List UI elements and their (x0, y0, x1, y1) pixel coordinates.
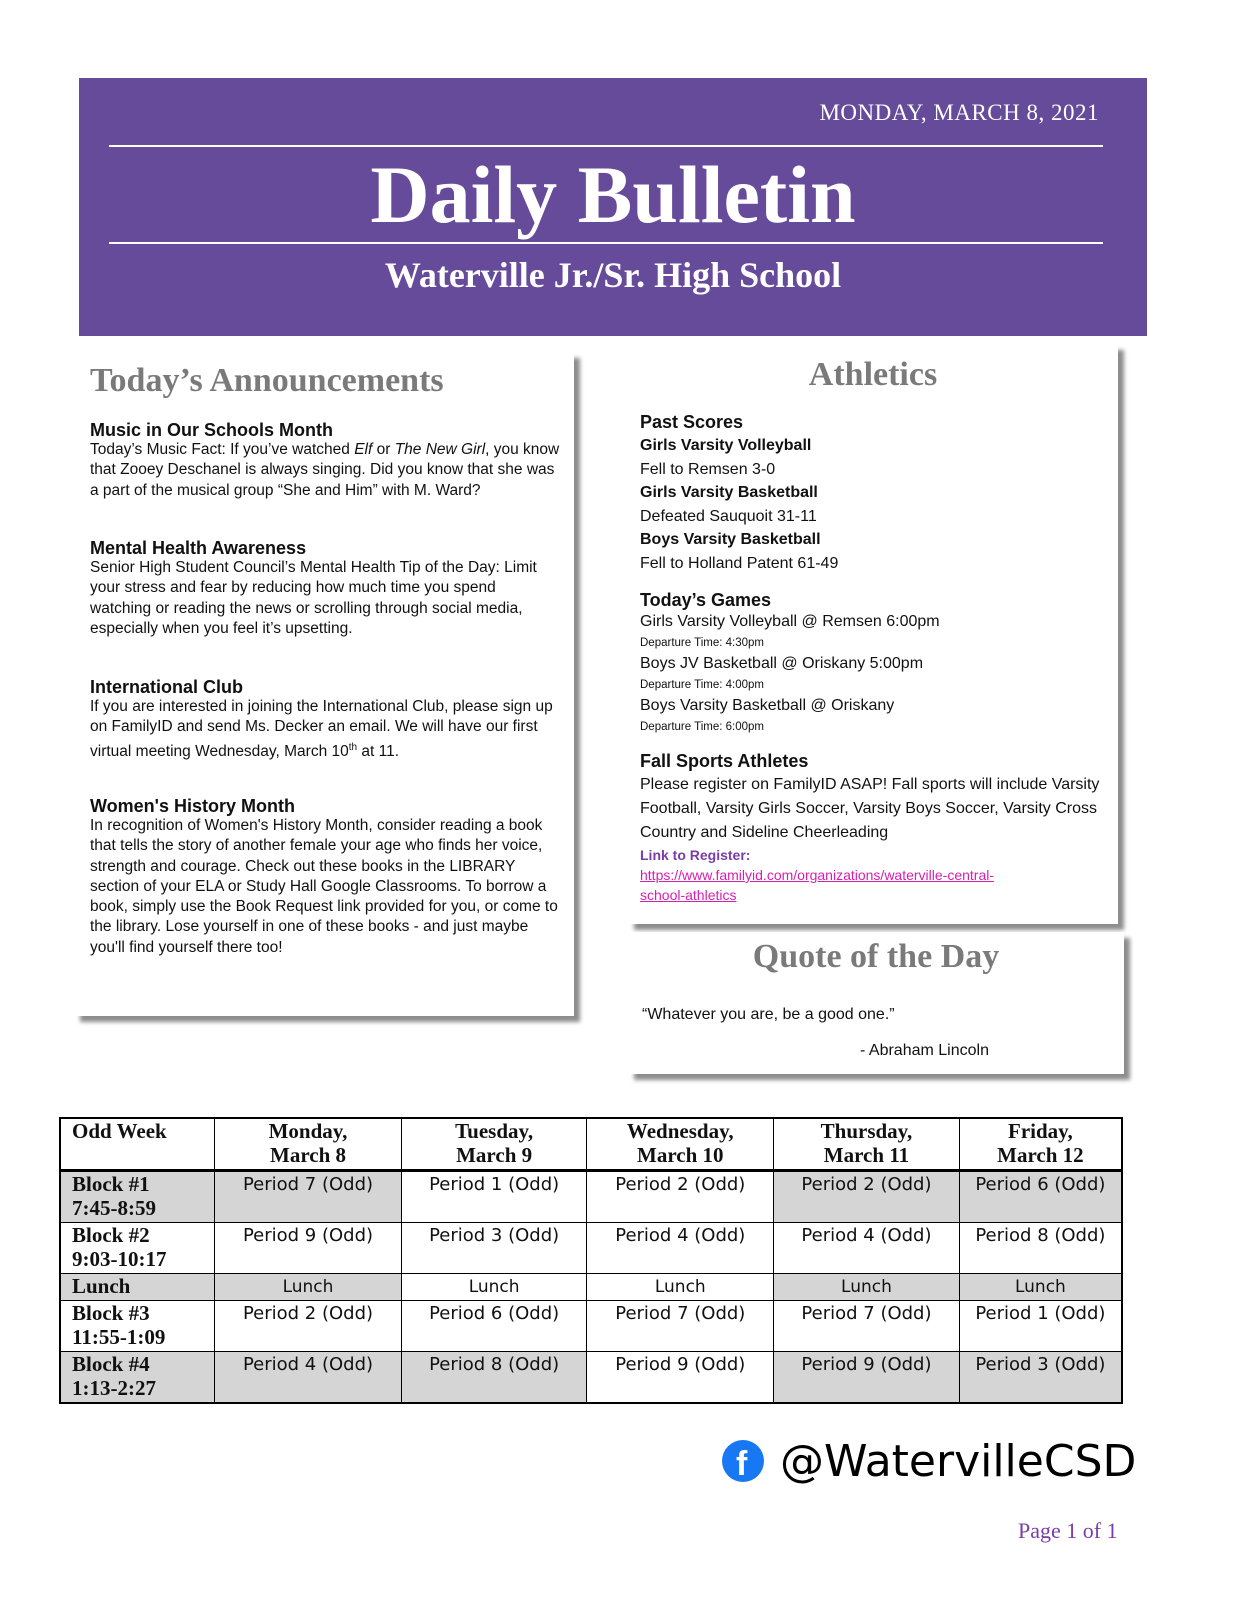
schedule-cell: Period 8 (Odd) (959, 1223, 1122, 1274)
departure-time: Departure Time: 4:30pm (640, 637, 765, 649)
schedule-cell: Period 7 (Odd) (587, 1301, 774, 1352)
register-link[interactable]: https://www.familyid.com/organizations/waterville-central- school-athletics (640, 867, 995, 903)
schedule-cell: Period 2 (Odd) (587, 1171, 774, 1223)
table-row (60, 1301, 1122, 1352)
announcement-heading: International Club (90, 677, 243, 697)
quote-panel (628, 932, 1124, 1074)
departure-time: Departure Time: 6:00pm (640, 721, 765, 733)
announcement-mental-health (90, 538, 560, 639)
quote-author: - Abraham Lincoln (860, 1042, 989, 1059)
table-row (60, 1274, 1122, 1301)
schedule-cell: Period 2 (Odd) (774, 1171, 960, 1223)
schedule-cell: Period 4 (Odd) (587, 1223, 774, 1274)
score-result: Defeated Sauquoit 31-11 (640, 507, 817, 525)
school-name: Waterville Jr./Sr. High School (384, 255, 842, 295)
fall-sports-text: Please register on FamilyID ASAP! Fall sports will include Varsity Football, Varsity Girls Soccer, Varsity Boys Soccer, Varsity Cross Country and Sideline Cheerleading (640, 776, 1100, 841)
departure-time: Departure Time: 4:00pm (640, 679, 765, 691)
table-row (60, 1223, 1122, 1274)
day-header: Wednesday, March 10 (587, 1118, 774, 1171)
bulletin-date: MONDAY, MARCH 8, 2021 (819, 100, 1099, 125)
past-scores-heading: Past Scores (640, 412, 744, 432)
announcement-text: Today’s Music Fact: If you’ve watched Elf or The New Girl, you know that Zooey Deschanel is always singing. Did you know that she was a part of the musical group “She and Him” with M. Ward? (90, 441, 560, 499)
table-row (60, 1352, 1122, 1404)
page-number: Page 1 of 1 (1018, 1518, 1118, 1543)
announcement-music (90, 420, 560, 501)
fall-sports-section (640, 749, 1110, 905)
header-rule-bottom (109, 242, 1103, 244)
schedule-cell: Period 9 (Odd) (774, 1352, 960, 1404)
schedule-header-row (60, 1118, 1122, 1171)
register-link-label: Link to Register: (640, 847, 751, 863)
schedule-cell: Lunch (774, 1274, 960, 1301)
score-team: Girls Varsity Basketball (640, 484, 818, 501)
block-label: Block #2 9:03-10:17 (60, 1223, 215, 1274)
block-label: Lunch (60, 1274, 215, 1301)
schedule-cell: Period 6 (Odd) (401, 1301, 587, 1352)
table-row (60, 1171, 1122, 1223)
schedule-cell: Period 7 (Odd) (774, 1301, 960, 1352)
header-rule-top (109, 145, 1103, 147)
schedule-cell: Period 2 (Odd) (215, 1301, 402, 1352)
announcement-text: If you are interested in joining the International Club, please sign up on FamilyID and send Ms. Decker an email. We will have our first virtual meeting Wednesday, March 10th at 11. (90, 698, 553, 760)
announcement-womens-history (90, 796, 560, 958)
announcements-panel (74, 352, 574, 1016)
announcement-heading: Women's History Month (90, 796, 295, 816)
schedule-cell: Period 6 (Odd) (959, 1171, 1122, 1223)
schedule-cell: Period 1 (Odd) (401, 1171, 587, 1223)
block-label: Block #4 1:13-2:27 (60, 1352, 215, 1404)
schedule-cell: Lunch (959, 1274, 1122, 1301)
athletics-title: Athletics (808, 356, 938, 393)
schedule-table (59, 1117, 1123, 1404)
schedule-cell: Period 3 (Odd) (401, 1223, 587, 1274)
day-header: Monday, March 8 (215, 1118, 402, 1171)
schedule-cell: Period 1 (Odd) (959, 1301, 1122, 1352)
past-scores-section (640, 410, 1110, 575)
announcements-title: Today’s Announcements (90, 362, 444, 399)
schedule-cell: Period 9 (Odd) (215, 1223, 402, 1274)
announcement-text: In recognition of Women's History Month, consider reading a book that tells the story of another female your age who finds her voice, strength and courage. Check out these books in the LIBRARY section of your ELA or Study Hall Google Classrooms. To borrow a book, simply use the Book Request link provided for you, or come to the library. Lose yourself in one of these books - and just maybe you'll find yourself there too! (90, 817, 558, 956)
day-header: Thursday, March 11 (774, 1118, 960, 1171)
score-result: Fell to Holland Patent 61-49 (640, 554, 839, 572)
announcement-text: Senior High Student Council’s Mental Health Tip of the Day: Limit your stress and fear by reducing how much time you spend watching or reading the news or scrolling through social media, especially when you feel it’s upsetting. (90, 559, 537, 637)
todays-games-section (640, 588, 1110, 738)
schedule-cell: Period 4 (Odd) (774, 1223, 960, 1274)
schedule-cell: Period 4 (Odd) (215, 1352, 402, 1404)
schedule-cell: Period 3 (Odd) (959, 1352, 1122, 1404)
quote-title: Quote of the Day (752, 938, 1000, 975)
schedule-cell: Period 7 (Odd) (215, 1171, 402, 1223)
fall-sports-heading: Fall Sports Athletes (640, 751, 809, 771)
facebook-icon: f (722, 1440, 764, 1482)
schedule-cell: Lunch (401, 1274, 587, 1301)
day-header: Tuesday, March 9 (401, 1118, 587, 1171)
schedule-corner-label: Odd Week (60, 1118, 215, 1171)
announcement-heading: Music in Our Schools Month (90, 420, 333, 440)
announcement-heading: Mental Health Awareness (90, 538, 307, 558)
block-label: Block #1 7:45-8:59 (60, 1171, 215, 1223)
schedule-cell: Period 8 (Odd) (401, 1352, 587, 1404)
score-result: Fell to Remsen 3-0 (640, 460, 776, 478)
quote-text: “Whatever you are, be a good one.” (642, 1006, 895, 1023)
schedule-cell: Lunch (215, 1274, 402, 1301)
athletics-panel (628, 344, 1118, 924)
block-label: Block #3 11:55-1:09 (60, 1301, 215, 1352)
bulletin-title: Daily Bulletin (370, 149, 856, 240)
score-team: Boys Varsity Basketball (640, 531, 821, 548)
social-handle-text: @WatervilleCSD (780, 1436, 1137, 1487)
announcement-international-club (90, 677, 560, 762)
day-header: Friday, March 12 (959, 1118, 1122, 1171)
game-listing: Girls Varsity Volleyball @ Remsen 6:00pm (640, 613, 940, 630)
score-team: Girls Varsity Volleyball (640, 437, 812, 454)
game-listing: Boys JV Basketball @ Oriskany 5:00pm (640, 655, 924, 672)
schedule-cell: Lunch (587, 1274, 774, 1301)
bulletin-header (79, 78, 1147, 336)
game-listing: Boys Varsity Basketball @ Oriskany (640, 697, 895, 714)
schedule-cell: Period 9 (Odd) (587, 1352, 774, 1404)
todays-games-heading: Today’s Games (640, 590, 772, 610)
